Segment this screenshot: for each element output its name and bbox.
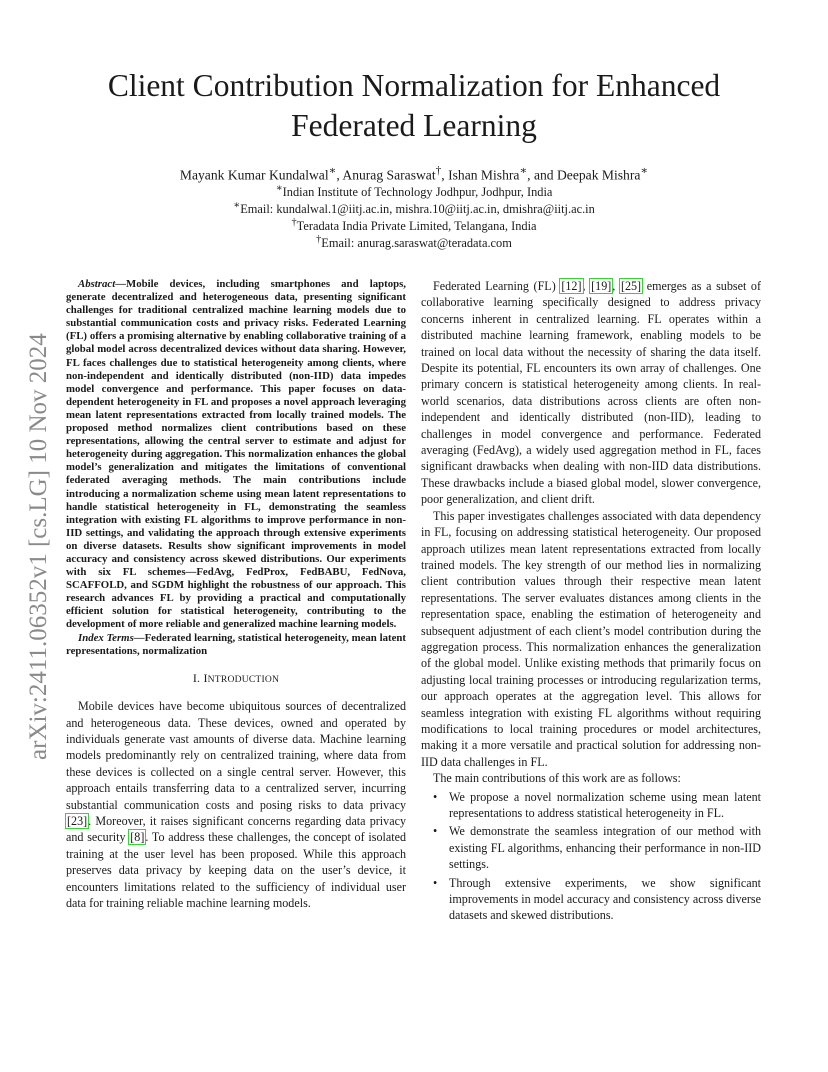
citation-link[interactable]: [23]	[67, 813, 88, 828]
list-item: • Through extensive experiments, we show significant improvements in model accuracy and consistency across diverse datasets and skewed distributions.	[449, 875, 761, 924]
email-2	[40, 232, 788, 251]
author-name: Mayank Kumar Kundalwal	[179, 167, 329, 183]
list-item: • We demonstrate the seamless integration of our method with existing FL algorithms, enhancing their performance in non-IID settings.	[449, 823, 761, 872]
email-text: Email: anurag.saraswat@teradata.com	[321, 236, 512, 251]
author-mark: ∗	[519, 165, 528, 177]
section-title-rest: NTRODUCTION	[207, 673, 280, 685]
index-terms-label: Index Terms	[78, 631, 134, 644]
affiliation-mark: ∗	[233, 200, 241, 211]
affiliation-text: Indian Institute of Technology Jodhpur, Jodhpur, India	[282, 185, 553, 200]
text-run: emerges as a subset of collaborative learning specifically designed to address privacy concerns inherent in centralized learning. FL operates within a distributed machine learning framework, enabling models to be trained on local data without the necessity of sharing the data itself. Despite its potential, FL encounters its own array of challenges. One primary concern is statistical heterogeneity among clients. In real-world scenarios, data distributions across clients are often non-independent and identically distributed (non-IID), leading to challenges in model convergence and performance. Federated averaging (FedAvg), a widely used aggregation method in FL, faces significant drawbacks when dealing with non-IID data distributions. These drawbacks include a biased global model, slower convergence, poor generalization, and client drift.	[421, 279, 761, 507]
title-line-2: Federated Learning	[291, 108, 537, 143]
affiliation-mark: ∗	[275, 183, 283, 194]
contributions-intro: The main contributions of this work are as follows:	[433, 771, 681, 786]
text-run: ,	[582, 279, 591, 293]
author-mark: ∗	[328, 165, 337, 177]
paper-title	[40, 66, 788, 146]
text-run: . To address these challenges, the concept of isolated training at the user level has been proposed. While this approach preserves data privacy by keeping data on the user’s device, it encounters limitations related to the sufficiency of individual user data for training reliable machine learning models.	[66, 830, 406, 910]
contributions-list	[421, 789, 761, 924]
section-number: I.	[192, 670, 204, 685]
affiliation-text: Teradata India Private Limited, Telangana, India	[296, 219, 537, 234]
text-run: . Moreover, it raises significant concerns regarding data privacy and security	[66, 813, 406, 845]
text-run: ,	[612, 279, 620, 293]
title-line-1: Client Contribution Normalization for Enhanced	[107, 68, 721, 103]
approach-paragraph: This paper investigates challenges associated with data dependency in FL, focusing on addressing statistical heterogeneity. Our proposed approach utilizes mean latent representations extracted from locally trained models. The key strength of our method lies in normalizing client contribution values through their respective mean latent representations. The server evaluates distances among clients in the representation space, enabling the estimation of heterogeneity and subsequent adjustment of each client’s model contribution during the aggregation process. This normalization enhances the generalization of the global model. Unlike existing methods that primarily focus on adjusting local training processes or introducing regularization terms, our approach operates at the aggregation level. This allows for seamless integration with existing FL algorithms without requiring modifications to local training procedures or model architectures, making it a more versatile and practical solution for addressing non-IID data challenges in FL.	[421, 508, 761, 769]
index-terms-text: —Federated learning, statistical heterogeneity, mean latent representations, normalization	[66, 631, 406, 657]
affiliation-mark: †	[316, 234, 322, 245]
list-item: • We propose a novel normalization scheme using mean latent representations to address statistical heterogeneity in FL.	[449, 789, 761, 822]
left-column	[66, 278, 406, 911]
text-run: Federated Learning (FL)	[433, 279, 561, 293]
author-mark: ∗	[640, 165, 649, 177]
section-heading	[66, 670, 406, 688]
affiliation-mark: †	[291, 217, 297, 228]
fl-paragraph	[421, 278, 761, 508]
index-terms	[66, 632, 406, 658]
author-name: , Anurag Saraswat	[336, 167, 436, 183]
abstract-label: Abstract	[78, 278, 116, 290]
right-column	[421, 278, 761, 926]
text-run: Mobile devices have become ubiquitous sources of decentralized and heterogeneous data. These devices, owned and operated by individuals generate vast amounts of diverse data. Machine learning models predominantly rely on centralized training, where data from these devices is collected on a single central server. However, this approach entails transferring data to a centralized server, incurring substantial communication costs and posing risks to data privacy	[66, 699, 406, 812]
author-mark: †	[435, 165, 442, 177]
email-text: Email: kundalwal.1@iitj.ac.in, mishra.10@iitj.ac.in, dmishra@iitj.ac.in	[240, 202, 595, 217]
author-name: , Ishan Mishra	[441, 167, 520, 183]
arxiv-stamp: arXiv:2411.06352v1 [cs.LG] 10 Nov 2024	[25, 333, 52, 760]
abstract-text: —Mobile devices, including smartphones and laptops, generate decentralized and heterogeneous data, presenting significant challenges for traditional centralized machine learning models due to substantial communication costs and privacy risks. Federated Learning (FL) offers a promising alternative by enabling collaborative training of a global model across decentralized devices without data sharing. However, FL faces challenges due to statistical heterogeneity among clients, where non-independent and identically distributed (non-IID) data impedes model convergence and performance. This paper focuses on data-dependent heterogeneity in FL and proposes a novel approach leveraging mean latent representations extracted from locally trained models. The proposed method normalizes client contributions based on these representations, allowing the central server to estimate and adjust for heterogeneity during aggregation. This normalization enhances the global model’s generalization and mitigates the limitations of conventional federated averaging methods. The main contributions include introducing a normalization scheme using mean latent representations to handle statistical heterogeneity in FL, demonstrating the seamless integration with existing FL algorithms to improve performance in non-IID settings, and validating the approach through extensive experiments on diverse datasets. Results show significant improvements in model accuracy and consistency across skewed distributions. Our experiments with six FL schemes—FedAvg, FedProx, FedBABU, FedNova, SCAFFOLD, and SGDM highlight the robustness of our approach. This research advances FL by providing a practical and computationally efficient solution for statistical heterogeneity, contributing to the development of more reliable and generalized machine learning models.	[66, 278, 406, 631]
citation-link[interactable]: [8]	[130, 830, 145, 845]
section-title-initial: I	[203, 670, 208, 685]
citation-link[interactable]: [12]	[561, 279, 582, 293]
author-name: , and Deepak Mishra	[527, 167, 641, 183]
citation-link[interactable]: [19]	[591, 279, 612, 293]
intro-paragraph	[66, 698, 406, 911]
abstract	[66, 278, 406, 632]
citation-link[interactable]: [25]	[620, 279, 642, 293]
